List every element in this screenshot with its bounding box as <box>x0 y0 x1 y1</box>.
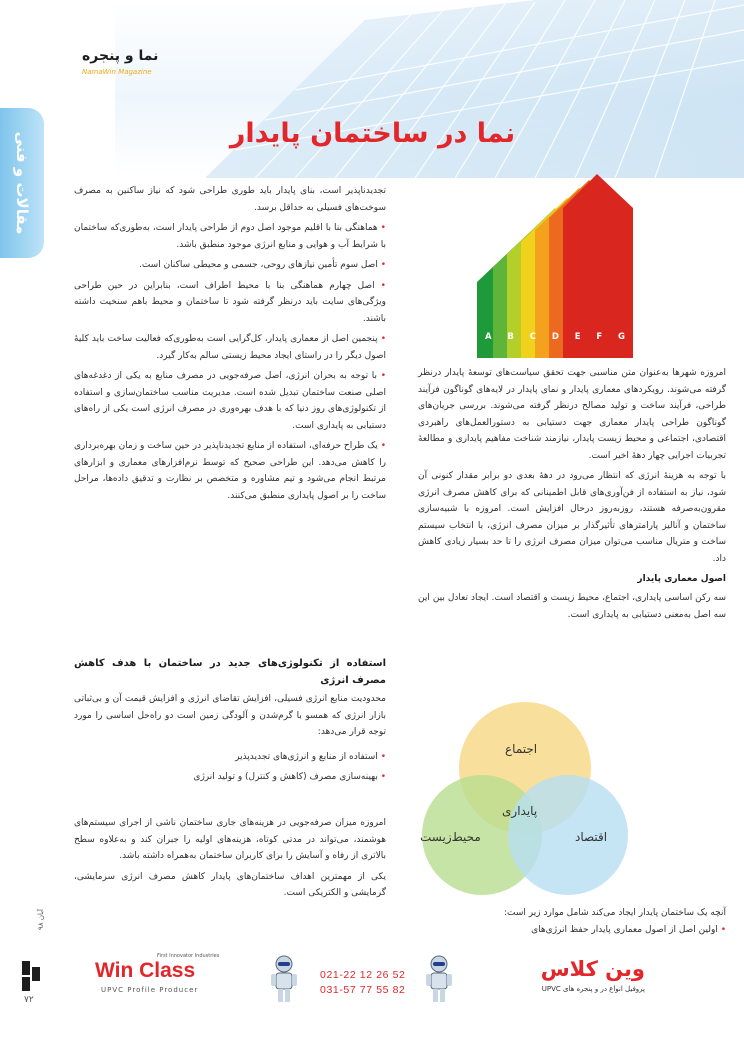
left-end-section <box>74 815 386 906</box>
rating-letter: B <box>507 332 514 342</box>
bullet-paragraph: • یک طراح حرفه‌ای، استفاده از منابع تجدیدناپذیر در حین ساخت و زمان بهره‌برداری را کاهش می‌دهد. این طراحی صحیح که توسط نرم‌افزارهای معماری و ابزارهای مرتبط انجام می‌شود و تیم مشاوره و متخصص بر نظارت و تدقیق داده‌ها، مراحل ساخت را بر اصول پایداری منطبق می‌کنند. <box>74 438 386 504</box>
paragraph: امروزه شهرها به‌عنوان متن مناسبی جهت تحقق سیاست‌های توسعهٔ پایدار درنظر گرفته می‌شوند. رویکردهای معماری پایدار و نمای پایدار در لایه‌های گوناگون فرآیند طراحی، فرآیند ساخت و تولید مصالح درنظر گرفته می‌شوند. بررسی جریان‌های گوناگون طراحی پایدار معماری جهت دستیابی به دستورالعمل‌های راهبردی اقتصادی، اجتماعی و محیط زیست پایدار، نیازمند شناخت مفاهیم پایداری و مطالعهٔ تجربیات اجرایی چهار دههٔ اخیر است. <box>418 368 726 461</box>
phone-number: 031-57 77 55 82 <box>320 984 406 996</box>
bullet-item: • استفاده از منابع و انرژی‌های تجدیدپذیر <box>74 749 386 766</box>
logo-subtitle: NamaWin Magazine <box>82 68 152 76</box>
venn-label-economy: اقتصاد <box>575 830 608 844</box>
paragraph: آنچه یک ساختمان پایدار ایجاد می‌کند شامل موارد زیر است: <box>504 908 726 918</box>
energy-rating-house <box>455 172 635 358</box>
ad-brand-persian <box>515 957 645 1001</box>
rating-letter: E <box>574 332 581 342</box>
bullet-paragraph: • با توجه به بحران انرژی، اصل صرفه‌جویی در مصرف منابع به یکی از دغدغه‌های اصلی صنعت ساختمان تبدیل شده است. مدیریت مناسب ساختمان‌سازی و استفاده از تکنولوژی‌های روز دنیا که با هدف بهره‌وری در مصرف انرژی است یکی از راه‌های دستیابی به پایداری است. <box>74 368 386 434</box>
right-column <box>418 365 726 627</box>
bullet-paragraph: • اصل چهارم هماهنگی بنا با محیط اطراف است، بنابراین در حین طراحی ویژگی‌های سایت باید درنظر گرفته شود تا ساختمان و محیط باهم سنخیت داشته باشند. <box>74 278 386 328</box>
rating-letter: A <box>485 332 492 342</box>
venn-label-social: اجتماع <box>505 742 538 756</box>
robot-mascot-icon <box>270 955 298 1003</box>
venn-label-environment: محیط‌زیست <box>420 830 481 844</box>
logo-title: نما و پنجره <box>82 48 159 64</box>
section-heading: اصول معماری پایدار <box>637 574 726 584</box>
venn-label-center: پایداری <box>502 804 538 818</box>
paragraph: با توجه به هزینهٔ انرژی که انتظار می‌رود در دههٔ بعدی دو برابر مقدار کنونی آن شود، نیاز به استفاده از فن‌آوری‌های قابل اطمینانی که برای کاهش مصرف انرژی مقرون‌به‌صرفه هستند، روزبه‌روز درحال افزایش است. امروزه با شبیه‌سازی ساختمان و آنالیز پارامترهای تأثیرگذار بر میزان مصرف انرژی، با انتخاب سیستم ساخت و متریال مناسب می‌توان میزان مصرف انرژی را تا حد بسیار زیادی کاهش داد. <box>418 471 726 564</box>
ad-tagline: First Innovator Industries <box>157 953 220 959</box>
paragraph: یکی از مهمترین اهداف ساختمان‌های پایدار کاهش مصرف انرژی سرمایشی، گرمایشی و الکتریکی است. <box>74 871 386 898</box>
bullet-item: • اولین اصل از اصول معماری پایدار حفظ انرژی‌های <box>418 922 726 939</box>
section-heading: استفاده از تکنولوژی‌های جدید در ساختمان با هدف کاهش مصرف انرژی <box>74 658 386 686</box>
phone-number: 021-22 12 26 52 <box>320 969 406 981</box>
rating-letter: C <box>529 332 536 342</box>
section-tab-label: مقالات و فنی <box>13 131 31 235</box>
page-title: نما در ساختمان پایدار <box>229 118 516 149</box>
section-tab <box>0 108 44 258</box>
rating-letter: G <box>617 332 625 342</box>
footer-advertisement <box>95 955 645 1005</box>
ad-phones <box>320 968 430 998</box>
rating-letter: D <box>551 332 559 342</box>
ad-brand-subtitle-fa: پروفیل انواع در و پنجره های UPVC <box>541 985 645 993</box>
paragraph: تجدیدناپذیر است، بنای پایدار باید طوری طراحی شود که نیاز ساکنین به مصرف سوخت‌های فسیلی به حداقل برسد. <box>74 186 386 213</box>
paragraph: سه رکن اساسی پایداری، اجتماع، محیط زیست و اقتصاد است. ایجاد تعادل بین این سه اصل به‌معنی دستیابی به پایداری است. <box>418 593 726 620</box>
ad-brand-subtitle: UPVC Profile Producer <box>101 986 199 994</box>
page-marker-icon <box>20 961 42 991</box>
venn-circle-economy <box>508 775 628 895</box>
page-marker <box>18 909 48 1015</box>
rating-letter: F <box>596 332 603 342</box>
paragraph: محدودیت منابع انرژی فسیلی، افزایش تقاضای انرژی و افزایش قیمت آن و بی‌ثباتی بازار انرژی که همسو با گرم‌شدن و آلودگی زمین است دو راه‌حل اساسی را مورد توجه قرار می‌دهد: <box>74 694 386 737</box>
right-bottom-section <box>418 905 726 942</box>
robot-mascot-icon <box>425 955 453 1003</box>
venn-diagram <box>410 700 640 895</box>
rating-letters <box>485 332 625 342</box>
left-column <box>74 183 386 508</box>
left-bottom-section <box>74 655 386 790</box>
ad-brand-name-fa: وین کلاس <box>540 957 645 981</box>
bullet-paragraph: • هماهنگی بنا با اقلیم موجود اصل دوم از طراحی پایدار است، به‌طوری‌که ساختمان با شرایط آب و هوایی و منابع انرژی موجود منطبق باشد. <box>74 220 386 253</box>
ad-brand-name: Win Class <box>95 959 196 982</box>
paragraph: امروزه میزان صرفه‌جویی در هزینه‌های جاری ساختمان ناشی از اجرای سیستم‌های هوشمند، می‌تواند در مدتی کوتاه، هزینه‌های اولیه را جبران کند و به‌علاوه سطح بالاتری از رفاه و آسایش را برای کاربران ساختمان به‌همراه داشته باشد. <box>74 818 386 861</box>
page-number: ۷۲ <box>24 995 34 1005</box>
ad-brand-latin <box>95 953 245 999</box>
magazine-logo <box>82 48 172 82</box>
bullet-paragraph: • پنجمین اصل از معماری پایدار، کل‌گرایی است به‌طوری‌که فعالیت ساخت باید کلیهٔ اصول دیگر را در راستای ایجاد محیط زیستی سالم به‌کار گیرد. <box>74 331 386 364</box>
bullet-paragraph: • اصل سوم تأمین نیازهای روحی، جسمی و محیطی ساکنان است. <box>74 257 386 274</box>
issue-date: آبان ۹۸ <box>37 909 45 930</box>
bullet-item: • بهینه‌سازی مصرف (کاهش و کنترل) و تولید انرژی <box>74 769 386 786</box>
